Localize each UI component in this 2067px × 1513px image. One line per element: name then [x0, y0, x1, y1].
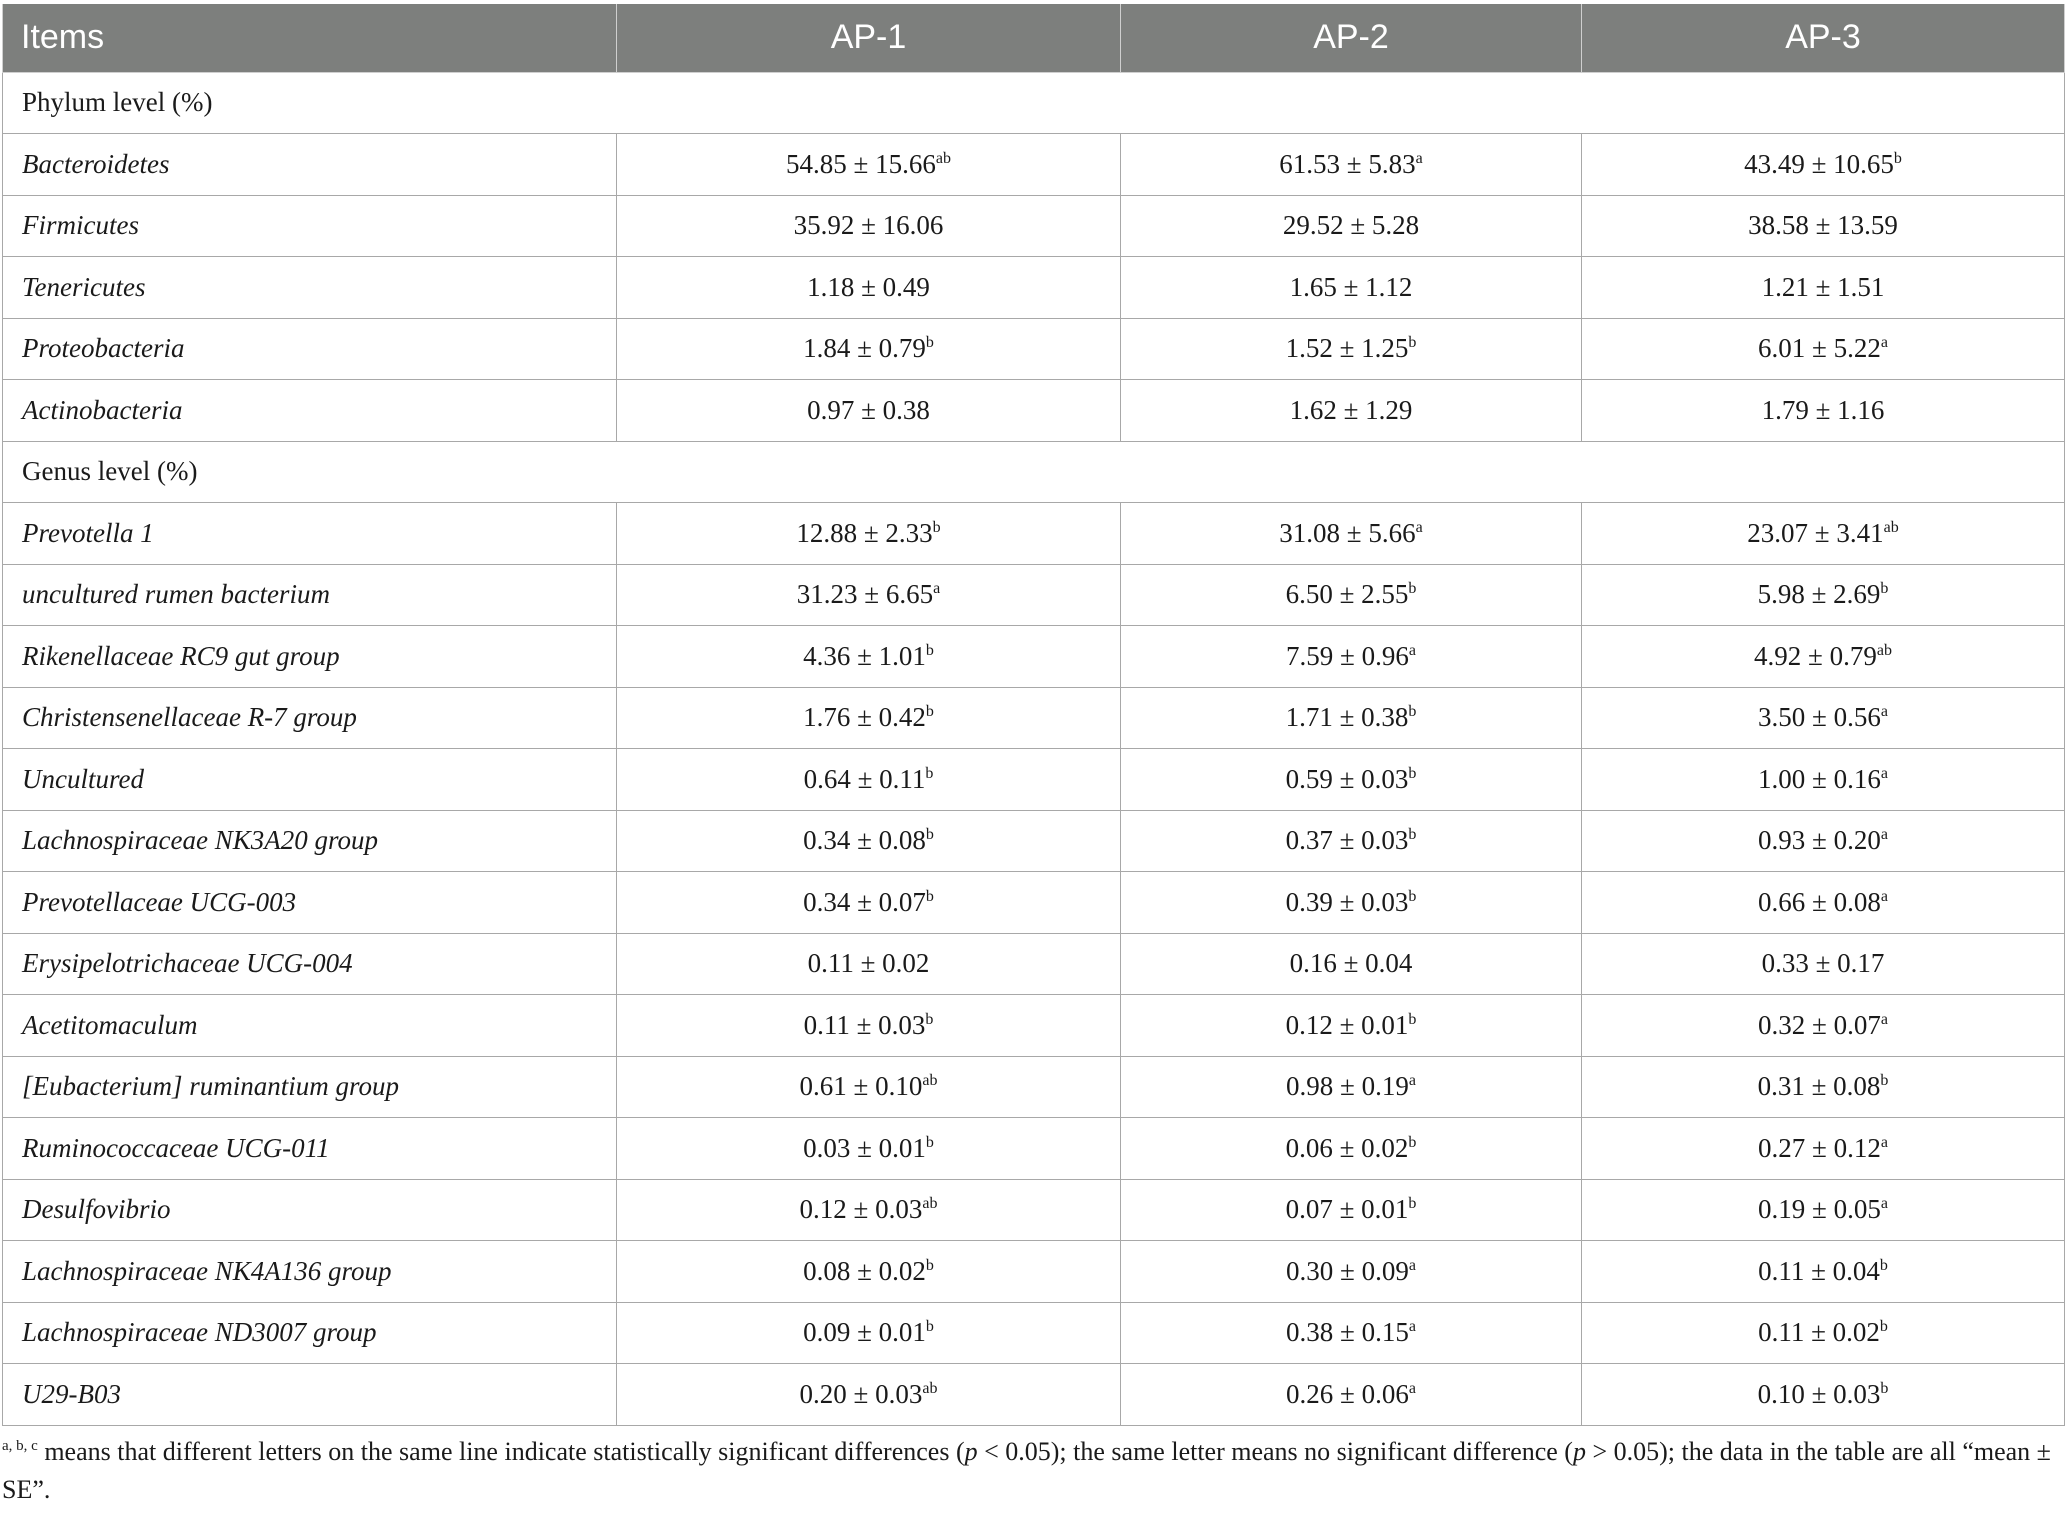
significance-letter: b — [1408, 1133, 1417, 1151]
value-cell-ap-2 — [1121, 1179, 1582, 1241]
taxon-name: Uncultured — [3, 749, 617, 811]
mean-se-value: 1.79 ± 1.16 — [1761, 394, 1885, 425]
value-cell-ap-1 — [617, 564, 1121, 626]
value-cell-ap-1 — [617, 134, 1121, 196]
table-row — [3, 134, 2065, 196]
mean-se-value: 0.39 ± 0.03 — [1285, 886, 1409, 917]
significance-letter: a — [933, 580, 941, 598]
significance-letter: a — [1408, 1256, 1416, 1274]
header-ap-2: AP-2 — [1121, 4, 1582, 72]
mean-se-value: 1.52 ± 1.25 — [1285, 333, 1409, 364]
table-footnote — [2, 1433, 2057, 1509]
section-row — [3, 441, 2065, 503]
significance-letter: b — [925, 826, 934, 844]
mean-se-value: 61.53 ± 5.83 — [1279, 148, 1416, 179]
significance-letter: b — [1880, 580, 1889, 598]
mean-se-value: 43.49 ± 10.65 — [1744, 148, 1894, 179]
significance-letter: b — [932, 518, 941, 536]
significance-letter: b — [1879, 1318, 1888, 1336]
value-cell-ap-3 — [1582, 1118, 2065, 1180]
value-cell-ap-2 — [1121, 564, 1582, 626]
significance-letter: a — [1415, 518, 1423, 536]
value-cell-ap-3 — [1582, 995, 2065, 1057]
taxon-name: Tenericutes — [3, 257, 617, 319]
significance-letter: ab — [935, 149, 951, 167]
mean-se-value: 0.16 ± 0.04 — [1289, 948, 1413, 979]
taxon-name: Christensenellaceae R-7 group — [3, 687, 617, 749]
taxon-name: Actinobacteria — [3, 380, 617, 442]
value-cell-ap-2 — [1121, 995, 1582, 1057]
mean-se-value: 29.52 ± 5.28 — [1282, 210, 1420, 241]
mean-se-value: 0.97 ± 0.38 — [807, 394, 930, 425]
value-cell-ap-2 — [1121, 318, 1582, 380]
significance-letter: ab — [1883, 518, 1899, 536]
value-cell-ap-3 — [1582, 687, 2065, 749]
footnote-p-symbol-1: p — [964, 1437, 978, 1466]
table-row — [3, 564, 2065, 626]
mean-se-value: 5.98 ± 2.69 — [1757, 579, 1881, 610]
significance-letter: b — [925, 703, 934, 721]
value-cell-ap-1 — [617, 933, 1121, 995]
value-cell-ap-2 — [1121, 380, 1582, 442]
significance-letter: a — [1408, 641, 1416, 659]
significance-letter: a — [1880, 887, 1888, 905]
mean-se-value: 0.10 ± 0.03 — [1757, 1378, 1881, 1409]
table-row — [3, 749, 2065, 811]
mean-se-value: 0.09 ± 0.01 — [803, 1317, 926, 1348]
value-cell-ap-2 — [1121, 1364, 1582, 1426]
mean-se-value: 0.11 ± 0.04 — [1758, 1255, 1880, 1286]
taxon-name: Lachnospiraceae NK3A20 group — [3, 810, 617, 872]
mean-se-value: 0.03 ± 0.01 — [803, 1132, 926, 1163]
taxon-name: Firmicutes — [3, 195, 617, 257]
data-table — [2, 4, 2065, 1426]
value-cell-ap-3 — [1582, 564, 2065, 626]
value-cell-ap-1 — [617, 503, 1121, 565]
significance-letter: a — [1880, 1010, 1888, 1028]
significance-letter: a — [1415, 149, 1423, 167]
significance-letter: b — [925, 1256, 934, 1274]
table-header — [3, 4, 2065, 72]
footnote-text-2: < 0.05); the same letter means no significant difference ( — [977, 1437, 1573, 1466]
value-cell-ap-3 — [1582, 1364, 2065, 1426]
table-row — [3, 1302, 2065, 1364]
value-cell-ap-2 — [1121, 1118, 1582, 1180]
value-cell-ap-2 — [1121, 749, 1582, 811]
mean-se-value: 0.11 ± 0.02 — [807, 948, 930, 979]
taxon-name: [Eubacterium] ruminantium group — [3, 1056, 617, 1118]
value-cell-ap-1 — [617, 1241, 1121, 1303]
mean-se-value: 0.61 ± 0.10 — [799, 1071, 923, 1102]
mean-se-value: 1.62 ± 1.29 — [1289, 394, 1413, 425]
footnote-p-symbol-2: p — [1572, 1437, 1586, 1466]
value-cell-ap-1 — [617, 995, 1121, 1057]
table-row — [3, 810, 2065, 872]
taxon-name: Bacteroidetes — [3, 134, 617, 196]
mean-se-value: 0.37 ± 0.03 — [1285, 825, 1409, 856]
value-cell-ap-1 — [617, 257, 1121, 319]
mean-se-value: 0.98 ± 0.19 — [1286, 1071, 1409, 1102]
mean-se-value: 3.50 ± 0.56 — [1758, 702, 1881, 733]
mean-se-value: 0.20 ± 0.03 — [799, 1378, 923, 1409]
value-cell-ap-1 — [617, 195, 1121, 257]
significance-letter: a — [1880, 826, 1888, 844]
value-cell-ap-1 — [617, 1179, 1121, 1241]
mean-se-value: 0.27 ± 0.12 — [1758, 1132, 1881, 1163]
value-cell-ap-2 — [1121, 195, 1582, 257]
data-table-container — [2, 4, 2064, 1426]
value-cell-ap-2 — [1121, 134, 1582, 196]
mean-se-value: 6.01 ± 5.22 — [1758, 333, 1881, 364]
significance-letter: b — [925, 1133, 934, 1151]
mean-se-value: 0.38 ± 0.15 — [1286, 1317, 1409, 1348]
significance-letter: a — [1880, 703, 1888, 721]
value-cell-ap-2 — [1121, 872, 1582, 934]
value-cell-ap-2 — [1121, 687, 1582, 749]
significance-letter: b — [1408, 580, 1417, 598]
value-cell-ap-2 — [1121, 1241, 1582, 1303]
significance-letter: b — [1880, 1379, 1889, 1397]
mean-se-value: 1.65 ± 1.12 — [1289, 271, 1413, 302]
table-row — [3, 995, 2065, 1057]
value-cell-ap-3 — [1582, 626, 2065, 688]
significance-letter: ab — [922, 1072, 938, 1090]
taxon-name: U29-B03 — [3, 1364, 617, 1426]
table-row — [3, 1364, 2065, 1426]
value-cell-ap-3 — [1582, 749, 2065, 811]
value-cell-ap-2 — [1121, 257, 1582, 319]
table-row — [3, 872, 2065, 934]
value-cell-ap-3 — [1582, 810, 2065, 872]
mean-se-value: 1.71 ± 0.38 — [1285, 702, 1409, 733]
value-cell-ap-3 — [1582, 503, 2065, 565]
mean-se-value: 0.12 ± 0.03 — [799, 1194, 923, 1225]
footnote-superscript: a, b, c — [2, 1438, 38, 1454]
mean-se-value: 7.59 ± 0.96 — [1286, 640, 1409, 671]
table-row — [3, 687, 2065, 749]
section-row — [3, 72, 2065, 134]
value-cell-ap-1 — [617, 810, 1121, 872]
mean-se-value: 0.08 ± 0.02 — [803, 1255, 926, 1286]
table-row — [3, 1056, 2065, 1118]
header-row — [3, 4, 2065, 72]
significance-letter: b — [1408, 703, 1417, 721]
value-cell-ap-3 — [1582, 134, 2065, 196]
value-cell-ap-3 — [1582, 318, 2065, 380]
mean-se-value: 1.00 ± 0.16 — [1758, 763, 1881, 794]
table-body — [3, 72, 2065, 1425]
mean-se-value: 38.58 ± 13.59 — [1748, 210, 1898, 241]
taxon-name: Lachnospiraceae ND3007 group — [3, 1302, 617, 1364]
value-cell-ap-3 — [1582, 257, 2065, 319]
mean-se-value: 1.21 ± 1.51 — [1761, 271, 1885, 302]
mean-se-value: 0.59 ± 0.03 — [1285, 763, 1409, 794]
significance-letter: b — [1893, 149, 1902, 167]
mean-se-value: 0.26 ± 0.06 — [1286, 1378, 1409, 1409]
significance-letter: b — [1408, 1010, 1417, 1028]
significance-letter: a — [1408, 1072, 1416, 1090]
table-row — [3, 626, 2065, 688]
taxon-name: Ruminococcaceae UCG-011 — [3, 1118, 617, 1180]
table-row — [3, 933, 2065, 995]
significance-letter: b — [1880, 1072, 1889, 1090]
significance-letter: ab — [922, 1379, 938, 1397]
value-cell-ap-3 — [1582, 1179, 2065, 1241]
significance-letter: b — [925, 334, 934, 352]
value-cell-ap-1 — [617, 1056, 1121, 1118]
value-cell-ap-1 — [617, 687, 1121, 749]
value-cell-ap-3 — [1582, 933, 2065, 995]
mean-se-value: 0.07 ± 0.01 — [1285, 1194, 1409, 1225]
significance-letter: b — [1879, 1256, 1888, 1274]
value-cell-ap-3 — [1582, 380, 2065, 442]
header-ap-1: AP-1 — [617, 4, 1121, 72]
header-ap-3: AP-3 — [1582, 4, 2065, 72]
significance-letter: a — [1408, 1379, 1416, 1397]
mean-se-value: 0.11 ± 0.03 — [803, 1009, 926, 1040]
header-items: Items — [3, 4, 617, 72]
significance-letter: a — [1880, 1133, 1888, 1151]
table-row — [3, 257, 2065, 319]
significance-letter: b — [1408, 334, 1417, 352]
value-cell-ap-3 — [1582, 872, 2065, 934]
significance-letter: b — [1408, 826, 1417, 844]
table-row — [3, 503, 2065, 565]
mean-se-value: 31.23 ± 6.65 — [796, 579, 934, 610]
section-label: Genus level (%) — [3, 441, 2065, 503]
mean-se-value: 0.64 ± 0.11 — [803, 763, 926, 794]
mean-se-value: 0.06 ± 0.02 — [1285, 1132, 1409, 1163]
significance-letter: b — [925, 887, 934, 905]
mean-se-value: 0.19 ± 0.05 — [1758, 1194, 1881, 1225]
mean-se-value: 1.18 ± 0.49 — [807, 271, 930, 302]
value-cell-ap-3 — [1582, 1241, 2065, 1303]
mean-se-value: 4.36 ± 1.01 — [803, 640, 926, 671]
mean-se-value: 54.85 ± 15.66 — [786, 148, 936, 179]
mean-se-value: 35.92 ± 16.06 — [793, 210, 944, 241]
mean-se-value: 4.92 ± 0.79 — [1754, 640, 1877, 671]
significance-letter: a — [1880, 1195, 1888, 1213]
significance-letter: b — [1408, 887, 1417, 905]
value-cell-ap-1 — [617, 1364, 1121, 1426]
table-row — [3, 195, 2065, 257]
table-row — [3, 380, 2065, 442]
mean-se-value: 0.66 ± 0.08 — [1758, 886, 1881, 917]
value-cell-ap-1 — [617, 626, 1121, 688]
significance-letter: ab — [922, 1195, 938, 1213]
value-cell-ap-3 — [1582, 1302, 2065, 1364]
table-row — [3, 1179, 2065, 1241]
value-cell-ap-2 — [1121, 503, 1582, 565]
mean-se-value: 0.34 ± 0.08 — [803, 825, 926, 856]
value-cell-ap-1 — [617, 318, 1121, 380]
value-cell-ap-2 — [1121, 626, 1582, 688]
taxon-name: Erysipelotrichaceae UCG-004 — [3, 933, 617, 995]
mean-se-value: 0.34 ± 0.07 — [803, 886, 926, 917]
footnote-text-3: > 0.05); the data in the table are all “mean ± SE”. — [2, 1437, 2051, 1504]
table-row — [3, 1118, 2065, 1180]
taxon-name: uncultured rumen bacterium — [3, 564, 617, 626]
significance-letter: b — [1408, 1195, 1417, 1213]
taxon-name: Acetitomaculum — [3, 995, 617, 1057]
taxon-name: Lachnospiraceae NK4A136 group — [3, 1241, 617, 1303]
mean-se-value: 0.11 ± 0.02 — [1758, 1317, 1880, 1348]
taxon-name: Rikenellaceae RC9 gut group — [3, 626, 617, 688]
value-cell-ap-1 — [617, 1118, 1121, 1180]
mean-se-value: 31.08 ± 5.66 — [1279, 517, 1416, 548]
mean-se-value: 6.50 ± 2.55 — [1285, 579, 1409, 610]
taxon-name: Desulfovibrio — [3, 1179, 617, 1241]
value-cell-ap-1 — [617, 749, 1121, 811]
significance-letter: a — [1880, 334, 1888, 352]
mean-se-value: 0.93 ± 0.20 — [1758, 825, 1881, 856]
mean-se-value: 0.32 ± 0.07 — [1758, 1009, 1881, 1040]
value-cell-ap-3 — [1582, 1056, 2065, 1118]
section-label: Phylum level (%) — [3, 72, 2065, 134]
table-row — [3, 1241, 2065, 1303]
value-cell-ap-2 — [1121, 1056, 1582, 1118]
significance-letter: b — [1408, 764, 1417, 782]
significance-letter: ab — [1876, 641, 1892, 659]
significance-letter: a — [1880, 764, 1888, 782]
significance-letter: a — [1408, 1318, 1416, 1336]
value-cell-ap-1 — [617, 380, 1121, 442]
value-cell-ap-2 — [1121, 933, 1582, 995]
value-cell-ap-2 — [1121, 1302, 1582, 1364]
value-cell-ap-1 — [617, 1302, 1121, 1364]
mean-se-value: 1.76 ± 0.42 — [803, 702, 926, 733]
table-row — [3, 318, 2065, 380]
mean-se-value: 12.88 ± 2.33 — [796, 517, 933, 548]
mean-se-value: 0.31 ± 0.08 — [1757, 1071, 1881, 1102]
significance-letter: b — [925, 1318, 934, 1336]
mean-se-value: 23.07 ± 3.41 — [1747, 517, 1884, 548]
taxon-name: Prevotellaceae UCG-003 — [3, 872, 617, 934]
significance-letter: b — [925, 641, 934, 659]
taxon-name: Prevotella 1 — [3, 503, 617, 565]
footnote-text-1: means that different letters on the same line indicate statistically significant differences ( — [37, 1437, 965, 1466]
significance-letter: b — [925, 1010, 934, 1028]
mean-se-value: 1.84 ± 0.79 — [803, 333, 926, 364]
value-cell-ap-1 — [617, 872, 1121, 934]
significance-letter: b — [925, 764, 934, 782]
taxon-name: Proteobacteria — [3, 318, 617, 380]
value-cell-ap-3 — [1582, 195, 2065, 257]
mean-se-value: 0.30 ± 0.09 — [1286, 1255, 1409, 1286]
mean-se-value: 0.12 ± 0.01 — [1285, 1009, 1409, 1040]
value-cell-ap-2 — [1121, 810, 1582, 872]
mean-se-value: 0.33 ± 0.17 — [1761, 948, 1885, 979]
